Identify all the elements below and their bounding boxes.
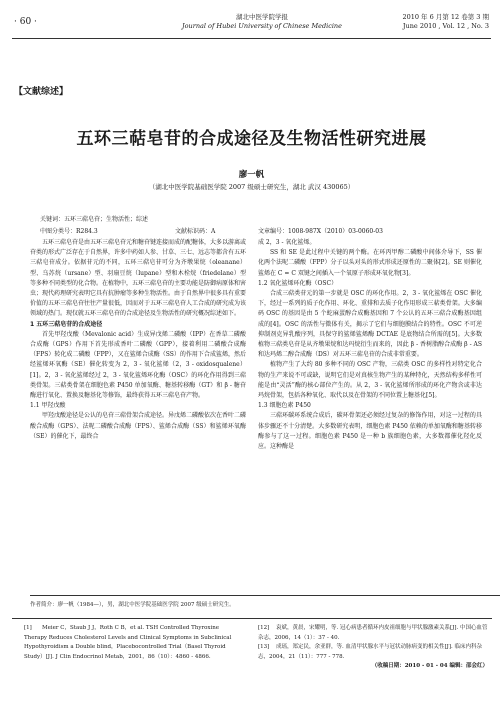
reference-text: 袁斌，黄晨，宋耀明，等. 冠心病患者循环内皮祖细胞与甲状腺激素关系[J]. 中国心血管杂志，2006，14（1）：37 - 40. — [258, 625, 488, 641]
section-heading: 1 五环三萜皂苷的合成途径 — [30, 320, 103, 328]
issue-info — [359, 13, 489, 31]
journal-name-en: Journal of Hubei University of Chinese Medicine — [182, 22, 342, 30]
page-header — [12, 8, 491, 39]
section-tag: 【文献综述】 — [14, 87, 69, 97]
body-paragraph: SS 和 SE 是此过程中关键的两个酶。在环丙甲醇二磷酸中间体介导下，SS 催化两个法呢二磷酸（FPP）分子以头对头的形式形成还原性的二聚体[2]。SE 则催化鲨烯在 C = C 双键之间插入一个氧原子形成环氧化物[3]。 — [258, 249, 482, 277]
reference-number: [1] — [24, 625, 32, 631]
issue-en: June 2010 , Vol. 12 , No. 3 — [402, 22, 489, 30]
journal-name-cn: 湖北中医学院学报 — [236, 13, 288, 21]
reference-number: [13] — [258, 644, 270, 650]
article-id: 文章编号：1008-987X（2010）03-0060-03 — [258, 228, 383, 235]
article-title: 五环三萜皂苷的合成途径及生物活性研究进展 — [76, 129, 427, 149]
subsection-heading: 1.2 氧化鲨烯环化酶（OSC） — [258, 279, 338, 287]
right-column — [258, 226, 482, 452]
author-footnote: 作者简介：廖一帆（1984—），男，湖北中医学院基础医学院 2007 级硕士研究生。 — [30, 602, 235, 608]
references-right — [258, 624, 488, 672]
body-paragraph: 植物产生了大约 80 多种不同的 OSC 产物，三萜类 OSC 的多样性对特定化合物的生产来说不可或缺，说明它们是对真核生物产生的某种特化，天然结构多样性可能是由“灵活”酶的核心部位产生的。从 2，3 - 氧化鲨烯所形成的环化产物含或非达玛烷骨架，包括各种氧化、取代以及在骨架的不同位置上糖基化[5]。 — [258, 361, 482, 400]
received-date: （收稿日期：2010 - 01 - 04 编辑：邵会红） — [371, 663, 488, 669]
left-column — [30, 238, 246, 442]
reference-text: 成瑶，郑定民，余亚群，等. 血清甲状腺水平与冠状动脉病变的相关性[J]. 临床内科杂志，2004，21（11）：777 - 778. — [258, 644, 482, 660]
journal-name — [162, 13, 362, 31]
subsection-heading: 1.3 细胞色素 P450 — [258, 402, 311, 410]
reference-item — [258, 624, 488, 643]
body-paragraph: 首先甲羟戊酸（Mevalonic acid）生成异戊烯二磷酸（IPP）在香草二磷酸合成酶（GPS）作用下首先形成香叶二磷酸（GPP），接着利用二磷酸合成酶（FPS）转化成二磷酸（FPP），又在鲨烯合成酶（SS）的作用下合成鲨烯，然后经鲨烯环氧酶（SE）催化转变为 2，3 - 氧化鲨烯（2，3 - oxidosqualene）[1]。2，3 - 氧化鲨烯经过 2，3 - 氧化鲨烯环化酶（OSC）的环化作用得到三萜类骨架。三萜类骨架在细胞色素 P450 单加氧酶、糖基转移酶（GT）和 β - 糖苷酶进行氧化、置换及糖基化等修饰，最终获得五环三萜皂苷产物。 — [30, 330, 246, 400]
footnote-rule — [30, 595, 500, 596]
reference-number: [12] — [258, 625, 270, 631]
reference-item — [24, 624, 242, 662]
body-paragraph: 五环三萜皂苷是由五环三萜皂苷元和糖苷键连接而成的配糖体，大多以游离或苷类的形式广泛存在于自然界，许多中药如人参、甘草、三七、远志等都含有五环三萜皂苷成分。依据苷元的不同，五环三萜皂苷可分为齐墩果烷（oleanane）型、乌苏烷（ursane）型、羽扇豆烷（lupane）型和木栓烷（friedelane）型等多种不同类型的化合物。在植物中，五环三萜皂苷的主要功能是防御病原体和害虫；现代药理研究表明它具有抗肿瘤等多种生物活性。由于自然界中很多具有重要价值的五环三萜皂苷往往产量很低，因而对于五环三萜皂苷人工合成的研究成为该领域的热门。现仅就五环三萜皂苷的合成途径及生物活性的研究概况综述如下。 — [30, 239, 247, 318]
clc-number: 中图分类号：R284.3 — [40, 228, 98, 235]
body-paragraph: 合成三萜类苷元的第一步就是 OSC 的环化作用。2，3 - 氧化鲨烯在 OSC 催化下，经过一系列的质子化作用、环化、重排和去质子化作用形成三萜类骨架。大多编码 OSC 的基因是由 5 个蛇麻蛋醇合成酶基因和 7 个公认的五环三萜合成酶基因组成的[4]。OSC 的活性与微体有关，揭示了它们与细胞膜结合的特性。OSC 不可逆抑制剂克异乳酸序列，具保守的鲨烯鲨烯酶 DCTAE 是底物结合所需的[5]。大多数植物三萜类皂苷是从齐墩果烷和达玛烷衍生而来的，因此 β - 香树脂醇合成酶 β - AS 和达玛烯二醇合成酶（DS）对五环三萜皂苷的合成非常重要。 — [258, 290, 482, 359]
reference-text: Meier C，Staub J J，Roth C B，et al. TSH Controlled Thyroxine Therapy Reduces Cholesterol Levels and Clinical Symptoms in Subclinical Hypothyroidism a Double blind，Placebocontrolled Trial（Basel Thyroid Study）[J]. J Clin Endocrinol Metab，2001，86（10）：4860 - 4866. — [24, 625, 232, 660]
references-left — [24, 624, 242, 662]
body-paragraph: 甲羟戊酸途径是公认的皂苷三萜骨架合成途径。异戊烯二磷酸依次在香叶二磷酸合成酶（GPS）、法呢二磷酸合成酶（FPS）、鲨烯合成酶（SS）和鲨烯环氧酶（SE）的催化下，最终合 — [30, 412, 247, 440]
author: 廖一帆 — [238, 170, 265, 180]
body-paragraph: 三萜环碳环系统合成后，碳环骨架还必须经过复杂的修饰作用，对这一过程的具体步骤还不十分清楚。大多数研究表明，细胞色素 P450 依赖的单加氧酶和糖基转移酶参与了这一过程。细胞色素 P450 是一种 b 族细胞色素，大多数都催化羟化反应。这种酶是 — [258, 412, 482, 451]
document-code: 文献标识码：A — [175, 228, 216, 235]
affiliation: （湖北中医学院基础医学院 2007 级硕士研究生，湖北 武汉 430065） — [148, 183, 355, 191]
references-rule — [12, 618, 492, 619]
body-paragraph: 成 2，3 - 氧化鲨烯。 — [258, 239, 316, 246]
subsection-heading: 1.1 甲羟戊酸 — [30, 402, 66, 410]
issue-cn: 2010 年 6 月第 12 卷第 3 期 — [402, 13, 489, 21]
page-number: · 60 · — [14, 17, 37, 27]
reference-item — [258, 643, 488, 662]
keywords: 关键词：五环三萜皂苷；生物活性；综述 — [40, 216, 149, 223]
